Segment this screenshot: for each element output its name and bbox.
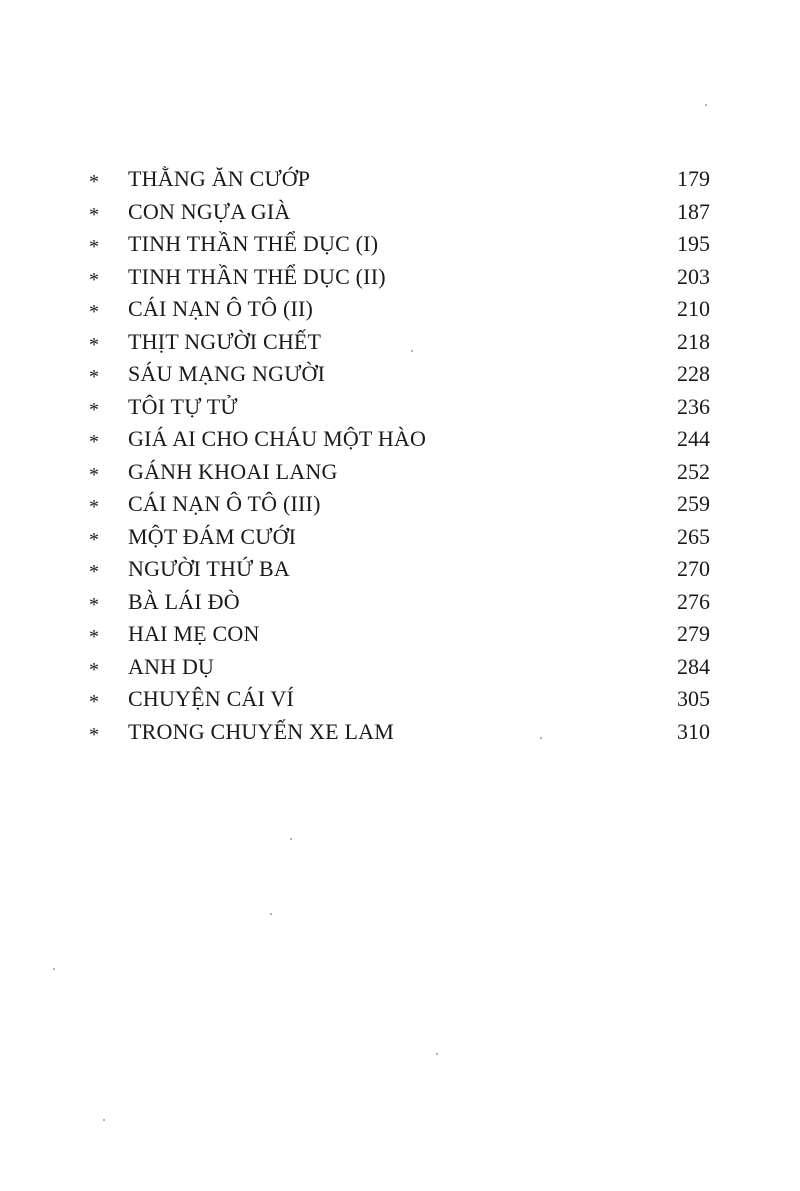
toc-entry-title: TÔI TỰ TỬ bbox=[128, 393, 238, 419]
toc-entry-page-number: 279 bbox=[677, 621, 710, 646]
asterisk-bullet: * bbox=[89, 626, 99, 648]
toc-entry-title: CON NGỰA GIÀ bbox=[128, 198, 291, 224]
toc-entry bbox=[0, 618, 800, 651]
asterisk-bullet: * bbox=[89, 268, 99, 291]
toc-entry-title: CÁI NẠN Ô TÔ (II) bbox=[128, 296, 314, 321]
toc-entry bbox=[0, 326, 800, 359]
toc-entry-title: TINH THẦN THỂ DỤC (II) bbox=[128, 263, 386, 289]
toc-entry bbox=[0, 163, 800, 196]
toc-entry-title: GÁNH KHOAI LANG bbox=[128, 458, 338, 484]
toc-entry bbox=[0, 423, 800, 456]
toc-entry-page-number: 259 bbox=[677, 491, 710, 516]
toc-entry-title: TRONG CHUYẾN XE LAM bbox=[128, 718, 394, 744]
asterisk-bullet: * bbox=[89, 691, 99, 713]
toc-entry bbox=[0, 683, 800, 716]
toc-entry-page-number: 284 bbox=[677, 653, 710, 679]
toc-entry-page-number: 310 bbox=[677, 718, 710, 744]
toc-entry-title: GIÁ AI CHO CHÁU MỘT HÀO bbox=[128, 426, 427, 451]
toc-entry-page-number: 179 bbox=[677, 166, 710, 191]
toc-entry-page-number: 244 bbox=[677, 426, 710, 451]
scan-speck bbox=[290, 838, 292, 840]
asterisk-bullet: * bbox=[89, 301, 99, 323]
asterisk-bullet: * bbox=[89, 463, 99, 486]
toc-entry-title: TINH THẦN THỂ DỤC (I) bbox=[128, 231, 379, 256]
toc-entry bbox=[0, 553, 800, 586]
toc-entry bbox=[0, 293, 800, 326]
toc-entry bbox=[0, 261, 800, 294]
asterisk-bullet: * bbox=[89, 723, 99, 746]
toc-entry-title: CHUYỆN CÁI VÍ bbox=[128, 686, 294, 711]
toc-entry-title: CÁI NẠN Ô TÔ (III) bbox=[128, 491, 321, 516]
toc-entry-title: THẰNG ĂN CƯỚP bbox=[128, 166, 311, 191]
toc-entry bbox=[0, 391, 800, 424]
toc-entry-title: ANH DỤ bbox=[128, 653, 215, 679]
toc-entry bbox=[0, 521, 800, 554]
table-of-contents bbox=[0, 163, 800, 748]
toc-entry bbox=[0, 716, 800, 749]
toc-entry-page-number: 195 bbox=[677, 231, 710, 256]
asterisk-bullet: * bbox=[89, 496, 99, 518]
toc-entry-page-number: 270 bbox=[677, 556, 710, 581]
toc-entry bbox=[0, 488, 800, 521]
scan-speck bbox=[103, 1119, 105, 1121]
toc-entry-title: NGƯỜI THỨ BA bbox=[128, 556, 291, 581]
toc-entry-title: MỘT ĐÁM CƯỚI bbox=[128, 523, 297, 549]
toc-entry bbox=[0, 456, 800, 489]
toc-entry bbox=[0, 358, 800, 391]
toc-entry-page-number: 228 bbox=[677, 361, 710, 386]
scan-speck bbox=[270, 913, 272, 915]
asterisk-bullet: * bbox=[89, 658, 99, 681]
toc-entry-title: BÀ LÁI ĐÒ bbox=[128, 588, 240, 614]
toc-entry-title: SÁU MẠNG NGƯỜI bbox=[128, 361, 326, 386]
asterisk-bullet: * bbox=[89, 561, 99, 583]
toc-entry bbox=[0, 196, 800, 229]
toc-entry-page-number: 210 bbox=[677, 296, 710, 321]
toc-entry-title: THỊT NGƯỜI CHẾT bbox=[128, 328, 322, 354]
toc-entry-title: HAI MẸ CON bbox=[128, 621, 260, 646]
asterisk-bullet: * bbox=[89, 171, 99, 193]
asterisk-bullet: * bbox=[89, 366, 99, 388]
asterisk-bullet: * bbox=[89, 398, 99, 421]
scan-speck bbox=[705, 104, 707, 106]
asterisk-bullet: * bbox=[89, 593, 99, 616]
toc-entry bbox=[0, 586, 800, 619]
toc-entry-page-number: 265 bbox=[677, 523, 710, 549]
asterisk-bullet: * bbox=[89, 333, 99, 356]
toc-entry-page-number: 252 bbox=[677, 458, 710, 484]
scan-speck bbox=[411, 350, 413, 352]
toc-entry-page-number: 305 bbox=[677, 686, 710, 711]
asterisk-bullet: * bbox=[89, 203, 99, 226]
toc-entry bbox=[0, 228, 800, 261]
scan-speck bbox=[540, 737, 542, 739]
toc-entry-page-number: 236 bbox=[677, 393, 710, 419]
scan-speck bbox=[436, 1053, 438, 1055]
toc-entry-page-number: 276 bbox=[677, 588, 710, 614]
toc-entry-page-number: 187 bbox=[677, 198, 710, 224]
asterisk-bullet: * bbox=[89, 236, 99, 258]
asterisk-bullet: * bbox=[89, 431, 99, 453]
scan-speck bbox=[53, 968, 55, 970]
asterisk-bullet: * bbox=[89, 528, 99, 551]
toc-entry-page-number: 203 bbox=[677, 263, 710, 289]
toc-entry-page-number: 218 bbox=[677, 328, 710, 354]
toc-entry bbox=[0, 651, 800, 684]
